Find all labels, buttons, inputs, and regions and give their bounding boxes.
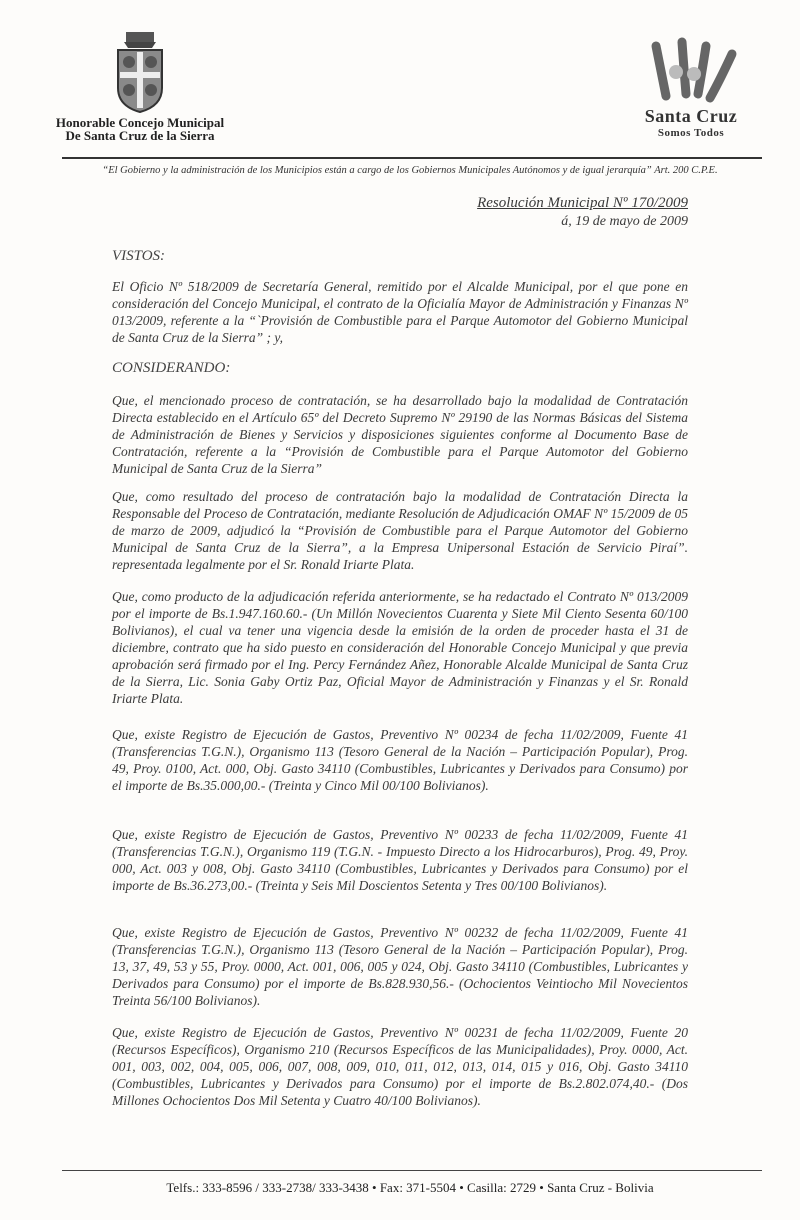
paragraph: Que, como producto de la adjudicación referida anteriormente, se ha redactado el Contrato Nº 013/2009 por el importe de Bs.1.947.160.60.- (Un Millón Novecientos Cuarenta y Siete Mil Ciento Sesenta 60/100 Bolivianos), el cual va tener una vigencia desde la emisión de la orden de proceder hasta el 31 de diciembre, contrato que ha sido puesto en consideración del Honorable Concejo Municipal y que previa aprobación será firmado por el Ing. Percy Fernández Añez, Honorable Alcalde Municipal de Santa Cruz de la Sierra, Lic. Sonia Gaby Ortiz Paz, Oficial Mayor de Administración y Finanzas y el Sr. Ronald Iriarte Plata.	[112, 589, 688, 706]
paragraph: Que, existe Registro de Ejecución de Gastos, Preventivo Nº 00233 de fecha 11/02/2009, Fuente 41 (Transferencias T.G.N.), Organismo 119 (T.G.N. - Impuesto Directo a los Hidrocarburos), Prog. 49, Proy. 000, Act. 003 y 008, Obj. Gasto 34110 (Combustibles, Lubricantes y Derivados para Consumo) por el importe de Bs.36.273,00.- (Treinta y Seis Mil Doscientos Setenta y Tres 00/100 Bolivianos).	[112, 827, 688, 893]
resolution-title: Resolución Municipal Nº 170/2009	[477, 195, 688, 211]
vistos-heading: VISTOS:	[112, 248, 166, 264]
contact-footer: Telfs.: 333-8596 / 333-2738/ 333-3438 • Fax: 371-5504 • Casilla: 2729 • Santa Cruz - Bolivia	[166, 1180, 654, 1195]
paragraph: Que, existe Registro de Ejecución de Gastos, Preventivo Nº 00231 de fecha 11/02/2009, Fuente 20 (Recursos Específicos), Organismo 210 (Recursos Específicos de las Municipalidades), Proy. 0000, Act. 001, 003, 002, 004, 005, 006, 007, 008, 009, 010, 011, 012, 013, 014, 015 y 016, Obj. Gasto 34110 (Combustibles, Lubricantes y Derivados para Consumo) por el importe de Bs.2.802.074,40.- (Dos Millones Ochocientos Dos Mil Setenta y Cuatro 40/100 Bolivianos).	[112, 1025, 688, 1108]
resolution-date: á, 19 de mayo de 2009	[561, 214, 688, 229]
vistos-paragraph: El Oficio Nº 518/2009 de Secretaría General, remitido por el Alcalde Municipal, por el que pone en consideración del Concejo Municipal, el contrato de la Oficialía Mayor de Administración y Finanzas Nº 013/2009, referente a la “`Provisión de Combustible para el Parque Automotor del Gobierno Municipal de Santa Cruz de la Sierra” ; y,	[112, 279, 688, 345]
brand-name: Santa Cruz	[644, 106, 738, 126]
paragraph: Que, como resultado del proceso de contratación bajo la modalidad de Contratación Directa la Responsable del Proceso de Contratación, mediante Resolución de Adjudicación OMAF Nº 15/2009 de 05 de marzo de 2009, adjudicó la “Provisión de Combustible para el Parque Automotor del Gobierno Municipal de Santa Cruz de la Sierra”, a la Empresa Unipersonal Estación de Servicio Piraí”. representada legalmente por el Sr. Ronald Iriarte Plata.	[112, 489, 688, 572]
paragraph: Que, existe Registro de Ejecución de Gastos, Preventivo Nº 00232 de fecha 11/02/2009, Fuente 41 (Transferencias T.G.N.), Organismo 113 (Tesoro General de la Nación – Participación Popular), Prog. 13, 37, 49, 53 y 55, Proy. 0000, Act. 001, 006, 005 y 024, Obj. Gasto 34110 (Combustibles, Lubricantes y Derivados para Consumo) por el importe de Bs.828.930,56.- (Ochocientos Veintiocho Mil Novecientos Treinta 56/100 Bolivianos).	[112, 925, 688, 1008]
paragraph: Que, existe Registro de Ejecución de Gastos, Preventivo Nº 00234 de fecha 11/02/2009, Fuente 41 (Transferencias T.G.N.), Organismo 113 (Tesoro General de la Nación – Participación Popular), Prog. 49, Proy. 0100, Act. 000, Obj. Gasto 34110 (Combustibles, Lubricantes y Derivados para Consumo) por el importe de Bs.35.000,00.- (Treinta y Cinco Mil 00/100 Bolivianos).	[112, 727, 688, 793]
header-divider	[62, 157, 762, 159]
considerando-heading: CONSIDERANDO:	[112, 360, 231, 376]
org-name-line1: Honorable Concejo Municipal	[55, 115, 225, 130]
letterhead	[0, 0, 800, 176]
org-name	[40, 116, 240, 142]
footer-divider	[62, 1170, 762, 1171]
constitution-quote: “El Gobierno y la administración de los Municipios están a cargo de los Gobiernos Municipales Autónomos y de igual jerarquía” Art. 200 C.P.E.	[102, 165, 718, 176]
coat-of-arms-icon	[112, 30, 168, 114]
paragraph: Que, el mencionado proceso de contratación, se ha desarrollado bajo la modalidad de Contratación Directa establecido en el Artículo 65º del Decreto Supremo Nº 29190 de las Normas Básicas del Sistema de Administración de Bienes y Servicios y disposiciones siguientes conforme al Documento Base de Contratación, referente a la “Provisión de Combustible para el Parque Automotor del Gobierno Municipal de Santa Cruz de la Sierra”	[112, 393, 688, 476]
brand-slogan: Somos Todos	[657, 127, 725, 139]
org-name-line2: De Santa Cruz de la Sierra	[65, 128, 215, 143]
